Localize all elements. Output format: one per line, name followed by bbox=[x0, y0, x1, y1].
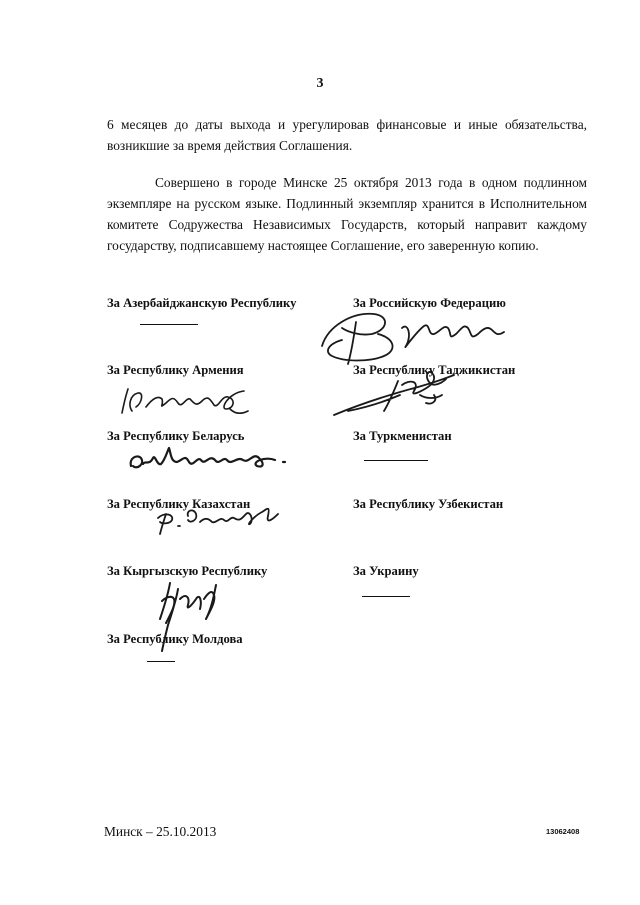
signature-line-turkmenistan bbox=[364, 460, 428, 461]
paragraph-done-at-minsk: Совершено в городе Минске 25 октября 2013 года в одном подлинном экземпляре на русском языке. Подлинный экземпляр хранится в Исполнительном комитете Содружества Независимых Государств, который направит каждому государству, подписавшему настоящее Соглашение, его заверенную копию. bbox=[107, 175, 587, 253]
signatory-label-uzbekistan: За Республику Узбекистан bbox=[353, 497, 504, 511]
signature-armenia bbox=[118, 385, 253, 419]
footer-place-date: Минск – 25.10.2013 bbox=[104, 824, 217, 839]
signatory-label-kyrgyzstan: За Кыргызскую Республику bbox=[107, 564, 268, 578]
signature-line-moldova bbox=[147, 661, 175, 662]
signatory-label-belarus: За Республику Беларусь bbox=[107, 429, 245, 443]
signature-line-azerbaijan bbox=[140, 324, 198, 325]
signatory-label-russia: За Российскую Федерацию bbox=[353, 296, 506, 310]
signatory-label-tajikistan: За Республику Таджикистан bbox=[353, 363, 516, 377]
signature-kazakhstan bbox=[150, 500, 290, 536]
signature-belarus bbox=[125, 442, 295, 476]
signature-russia bbox=[318, 306, 508, 368]
signatory-label-kazakhstan: За Республику Казахстан bbox=[107, 497, 251, 511]
signature-tajikistan bbox=[328, 365, 468, 421]
signatory-label-azerbaijan: За Азербайджанскую Республику bbox=[107, 296, 297, 310]
signatory-label-armenia: За Республику Армения bbox=[107, 363, 244, 377]
footer-doc-code: 13062408 bbox=[546, 827, 580, 836]
signatory-label-turkmenistan: За Туркменистан bbox=[353, 429, 452, 443]
signature-line-ukraine bbox=[362, 596, 410, 597]
signatory-label-ukraine: За Украину bbox=[353, 564, 419, 578]
paragraph-exit-terms: 6 месяцев до даты выхода и урегулировав финансовые и иные обязательства, возникшие за время действия Соглашения. bbox=[107, 117, 587, 153]
signatory-label-moldova: За Республику Молдова bbox=[107, 632, 243, 646]
page-number: 3 bbox=[316, 76, 324, 91]
